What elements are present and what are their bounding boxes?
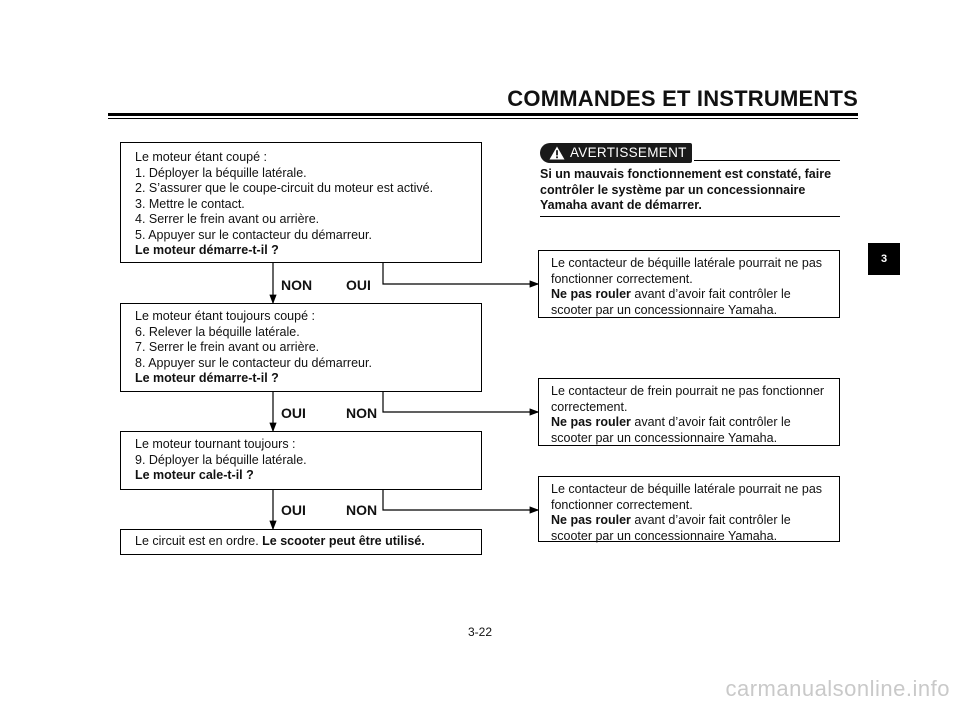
step1-question: Le moteur démarre-t-il ? [135,243,279,257]
step2-box [120,303,482,392]
warning-rule-top [694,160,840,161]
arrow-step2-to-result2 [383,392,538,412]
step2-line: 8. Appuyer sur le contacteur du démarreur. [135,355,372,370]
result2-box [538,378,840,446]
step3-box [120,431,482,490]
result3-line: Le contacteur de béquille latérale pourrait ne pas [551,482,823,496]
result1-rest: avant d’avoir fait contrôler le [630,287,791,301]
result3-line: scooter par un concessionnaire Yamaha. [551,528,778,543]
branch1-left-label: NON [281,277,313,293]
final-bold-text: Le scooter peut être utilisé. [262,534,425,548]
branch1-right-label: OUI [346,277,371,293]
result2-line: correctement. [551,399,628,414]
page-title: COMMANDES ET INSTRUMENTS [507,86,858,111]
step2-line: Le moteur étant toujours coupé : [135,309,315,323]
step3-line: 9. Déployer la béquille latérale. [135,452,307,467]
branch3-left-label: OUI [281,502,306,518]
result3-bold: Ne pas rouler [551,513,631,527]
final-line [135,534,481,550]
result2-rest: avant d’avoir fait contrôler le [630,415,791,429]
result1-box [538,250,840,318]
result2-line: scooter par un concessionnaire Yamaha. [551,430,778,445]
arrow-step3-to-result3 [383,490,538,510]
watermark: carmanualsonline.info [725,676,950,701]
result3-rest: avant d’avoir fait contrôler le [630,513,791,527]
step1-box [120,142,482,263]
page-number: 3-22 [467,625,493,639]
warning-line: contrôler le système par un concessionnaire [540,182,806,197]
result1-bold: Ne pas rouler [551,287,631,301]
result1-line: scooter par un concessionnaire Yamaha. [551,302,778,317]
result3-box [538,476,840,542]
warning-label: AVERTISSEMENT [570,145,687,160]
result2-line [551,415,839,431]
warning-line: Yamaha avant de démarrer. [540,198,702,212]
step3-line: Le moteur tournant toujours : [135,437,296,451]
result1-line [551,287,839,303]
warning-text [540,167,845,214]
result3-line [551,513,839,529]
final-box [120,529,482,555]
step1-line: Le moteur étant coupé : [135,150,268,164]
warning-rule-bottom [540,216,840,217]
result1-line: Le contacteur de béquille latérale pourrait ne pas [551,256,823,270]
step1-line: 1. Déployer la béquille latérale. [135,165,307,180]
step1-line: 3. Mettre le contact. [135,196,245,211]
branch2-right-label: NON [346,405,378,421]
result2-line: Le contacteur de frein pourrait ne pas fonctionner [551,384,825,398]
branch2-left-label: OUI [281,405,306,421]
step2-line: 6. Relever la béquille latérale. [135,324,300,339]
warning-icon [549,146,565,160]
branch3-right-label: NON [346,502,378,518]
step2-question: Le moteur démarre-t-il ? [135,371,279,385]
warning-line: Si un mauvais fonctionnement est constaté, faire [540,167,832,181]
arrow-step1-to-result1 [383,263,538,284]
result1-line: fonctionner correctement. [551,271,693,286]
step1-line: 5. Appuyer sur le contacteur du démarreur. [135,227,372,242]
chapter-tab: 3 [868,243,900,275]
step2-line: 7. Serrer le frein avant ou arrière. [135,340,320,354]
step1-line: 2. S’assurer que le coupe-circuit du moteur est activé. [135,181,434,195]
final-text: Le circuit est en ordre. [135,534,259,548]
step1-line: 4. Serrer le frein avant ou arrière. [135,212,320,226]
result3-line: fonctionner correctement. [551,497,693,512]
step3-question: Le moteur cale-t-il ? [135,468,254,482]
result2-bold: Ne pas rouler [551,415,631,429]
